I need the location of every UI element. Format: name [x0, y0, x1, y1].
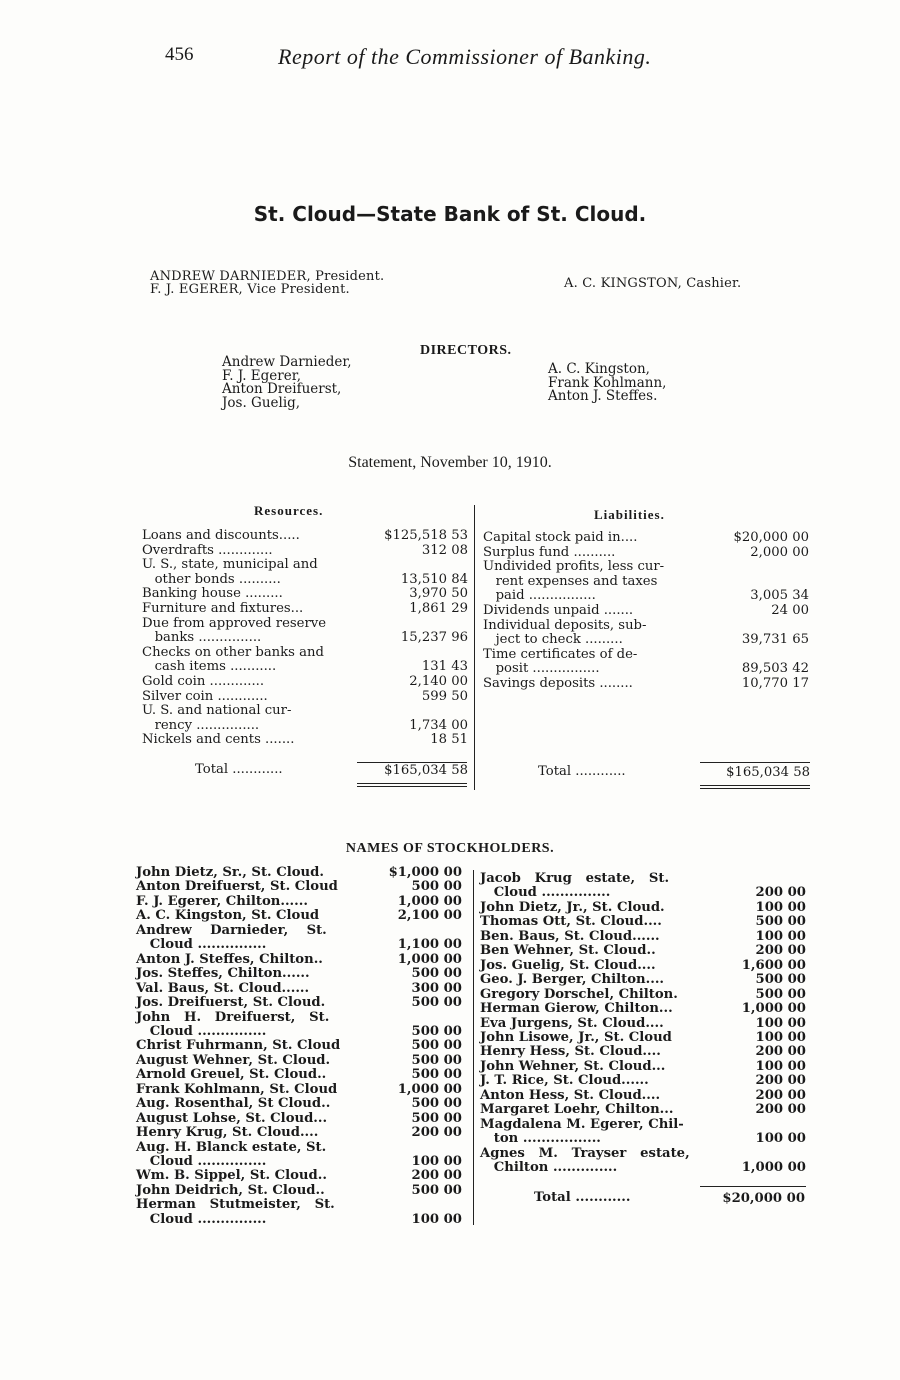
row-label: rent expenses and taxes — [483, 573, 658, 589]
row-label: Aug. H. Blanck estate, St. — [136, 1139, 327, 1155]
stockholders-total-label: Total ............ — [534, 1190, 631, 1205]
row-amount: 3,970 50 — [409, 586, 468, 602]
row-amount: 500 00 — [411, 1052, 462, 1068]
row-label: Anton Dreifuerst, St. Cloud — [136, 879, 338, 895]
directors-left — [222, 356, 352, 410]
row-label: Agnes M. Trayser estate, — [480, 1145, 690, 1161]
row-label: Jos. Dreifuerst, St. Cloud. — [136, 995, 326, 1011]
row-amount: 200 00 — [755, 943, 806, 959]
row-label: Time certificates of de- — [483, 646, 638, 662]
row-amount: 500 00 — [411, 995, 462, 1011]
liabilities-total-amount: $165,034 58 — [726, 765, 810, 780]
row-label: Furniture and fixtures... — [142, 601, 304, 616]
row-amount: 2,000 00 — [750, 544, 809, 560]
row-label: Overdrafts ............. — [142, 542, 273, 558]
row-label: Andrew Darnieder, St. — [136, 922, 327, 938]
row-label: Silver coin ............ — [142, 688, 268, 704]
resources-total-label: Total ............ — [195, 762, 283, 777]
row-label: Gregory Dorschel, Chilton. — [480, 986, 678, 1002]
resources-double-rule — [357, 786, 467, 787]
row-amount: 599 50 — [421, 688, 468, 704]
row-amount: 1,000 00 — [397, 1081, 462, 1097]
row-amount: 100 00 — [411, 1211, 462, 1227]
row-label: Cloud ............... — [136, 1154, 267, 1169]
row-amount: 18 51 — [430, 732, 468, 748]
row-label: posit ................ — [483, 661, 600, 677]
row-amount: 24 00 — [771, 603, 809, 618]
row-label: Due from approved reserve — [142, 615, 327, 631]
director-name: A. C. Kingston, — [548, 361, 650, 377]
row-label: Surplus fund .......... — [483, 544, 616, 560]
row-label: John H. Dreifuerst, St. — [136, 1009, 330, 1025]
row-label: Ben Wehner, St. Cloud.. — [480, 943, 656, 959]
row-label: Herman Stutmeister, St. — [136, 1197, 335, 1213]
row-amount: 200 00 — [755, 1087, 806, 1103]
row-amount: 1,000 00 — [397, 951, 462, 967]
row-label: John Lisowe, Jr., St. Cloud — [480, 1029, 672, 1045]
row-label: Cloud ............... — [136, 937, 267, 953]
row-amount: 1,000 00 — [741, 1001, 806, 1017]
row-label: Frank Kohlmann, St. Cloud — [136, 1081, 338, 1097]
row-label: Savings deposits ........ — [483, 676, 633, 691]
running-title: Report of the Commissioner of Banking. — [278, 44, 652, 69]
row-amount: 39,731 65 — [741, 632, 809, 648]
row-label: Anton Hess, St. Cloud.... — [480, 1087, 661, 1103]
row-label: Henry Krug, St. Cloud.... — [136, 1125, 319, 1141]
director-name: Frank Kohlmann, — [548, 374, 667, 391]
director-name: Andrew Darnieder, — [222, 354, 352, 370]
row-label: Cloud ............... — [136, 1023, 267, 1039]
row-label: August Lohse, St. Cloud... — [136, 1110, 328, 1126]
row-label: Undivided profits, less cur- — [483, 559, 665, 575]
row-label: Val. Baus, St. Cloud...... — [136, 980, 310, 996]
row-label: Gold coin ............. — [142, 674, 265, 689]
row-amount: 500 00 — [411, 1182, 462, 1198]
row-amount: 312 08 — [421, 542, 468, 558]
liabilities-total-rule — [700, 762, 810, 763]
row-amount: 300 00 — [411, 980, 462, 996]
row-amount: 100 00 — [755, 899, 806, 915]
row-label: John Dietz, Jr., St. Cloud. — [480, 899, 665, 915]
row-label: cash items ........... — [142, 659, 277, 675]
row-amount: 1,600 00 — [741, 957, 806, 973]
statement-date: Statement, November 10, 1910. — [348, 454, 552, 471]
row-label: banks ............... — [142, 630, 262, 646]
row-amount: 15,237 96 — [400, 630, 468, 646]
row-label: Henry Hess, St. Cloud.... — [480, 1044, 661, 1060]
row-label: John Wehner, St. Cloud... — [480, 1058, 666, 1074]
row-amount: 131 43 — [421, 659, 468, 675]
officer-vice-president: F. J. EGERER, Vice President. — [150, 282, 350, 297]
row-amount: 500 00 — [411, 1038, 462, 1054]
row-label: Jos. Steffes, Chilton...... — [136, 966, 310, 982]
row-amount: 200 00 — [755, 1102, 806, 1118]
row-label: other bonds .......... — [142, 571, 281, 587]
stockholders-total-rule — [700, 1186, 806, 1187]
row-amount: 500 00 — [755, 914, 806, 930]
row-label: Cloud ............... — [136, 1211, 267, 1227]
row-label: Anton J. Steffes, Chilton.. — [136, 951, 323, 967]
stockholders-heading: NAMES OF STOCKHOLDERS. — [345, 841, 555, 856]
row-label: Capital stock paid in.... — [483, 530, 638, 545]
page-number: 456 — [165, 44, 194, 65]
column-divider — [474, 505, 475, 790]
row-label: Geo. J. Berger, Chilton.... — [480, 972, 665, 988]
row-label: Herman Gierow, Chilton... — [480, 1001, 673, 1017]
row-amount: $20,000 00 — [733, 530, 809, 545]
liabilities-total-label: Total ............ — [538, 764, 626, 779]
directors-heading: DIRECTORS. — [420, 343, 512, 358]
row-label: Individual deposits, sub- — [483, 617, 647, 633]
row-amount: 500 00 — [411, 1110, 462, 1126]
officers-left — [150, 270, 384, 296]
row-label: John Deidrich, St. Cloud.. — [136, 1182, 325, 1198]
row-label: Jos. Guelig, St. Cloud.... — [480, 957, 656, 973]
row-amount: 1,000 00 — [741, 1160, 806, 1175]
row-label: Banking house ......... — [142, 586, 283, 602]
row-amount: 200 00 — [755, 1044, 806, 1060]
row-label: Dividends unpaid ....... — [483, 603, 634, 618]
row-label: rency ............... — [142, 717, 260, 733]
row-amount: 100 00 — [755, 1058, 806, 1074]
liabilities-double-rule — [700, 785, 810, 786]
row-amount: $1,000 00 — [388, 865, 462, 880]
row-amount: 100 00 — [411, 1154, 462, 1169]
row-label: John Dietz, Sr., St. Cloud. — [136, 865, 324, 880]
resources-heading: Resources. — [254, 503, 324, 518]
row-amount: $125,518 53 — [384, 528, 468, 543]
row-amount: 500 00 — [411, 1067, 462, 1083]
row-amount: 2,140 00 — [409, 674, 468, 689]
resources-double-rule — [357, 783, 467, 784]
bank-title: St. Cloud—State Bank of St. Cloud. — [253, 202, 647, 226]
row-amount: 100 00 — [755, 1029, 806, 1045]
row-label: Chilton .............. — [480, 1160, 618, 1175]
liabilities-double-rule — [700, 788, 810, 789]
row-amount: 500 00 — [411, 1096, 462, 1112]
row-label: Wm. B. Sippel, St. Cloud.. — [136, 1168, 327, 1184]
row-amount: 200 00 — [411, 1125, 462, 1141]
row-label: Margaret Loehr, Chilton... — [480, 1102, 674, 1118]
row-label: Ben. Baus, St. Cloud...... — [480, 928, 660, 944]
stockholders-total-amount: $20,000 00 — [722, 1191, 805, 1206]
row-label: Aug. Rosenthal, St Cloud.. — [136, 1096, 331, 1112]
row-amount: 500 00 — [411, 1023, 462, 1039]
row-amount: 200 00 — [411, 1168, 462, 1184]
row-label: Eva Jurgens, St. Cloud.... — [480, 1015, 664, 1031]
directors-right — [548, 363, 666, 404]
stockholders-divider — [473, 870, 474, 1225]
row-label: Loans and discounts..... — [142, 528, 300, 543]
row-label: A. C. Kingston, St. Cloud — [136, 908, 320, 924]
row-label: J. T. Rice, St. Cloud...... — [480, 1073, 649, 1089]
officer-president: ANDREW DARNIEDER, President. — [150, 269, 385, 284]
row-label: Nickels and cents ....... — [142, 732, 295, 748]
row-amount: 10,770 17 — [741, 676, 809, 691]
row-label: Magdalena M. Egerer, Chil- — [480, 1116, 684, 1132]
row-label: paid ................ — [483, 588, 596, 604]
row-amount: 500 00 — [755, 986, 806, 1002]
row-amount: 500 00 — [411, 879, 462, 895]
liabilities-heading: Liabilities. — [594, 507, 665, 522]
row-amount: 1,100 00 — [397, 937, 462, 953]
row-amount: 3,005 34 — [750, 588, 809, 604]
director-name: F. J. Egerer, — [222, 367, 301, 384]
row-amount: 100 00 — [755, 1131, 806, 1147]
row-label: Arnold Greuel, St. Cloud.. — [136, 1067, 327, 1083]
row-label: Christ Fuhrmann, St. Cloud — [136, 1038, 341, 1054]
director-name: Anton Dreifuerst, — [222, 381, 342, 398]
row-amount: 13,510 84 — [400, 571, 468, 587]
row-label: F. J. Egerer, Chilton...... — [136, 893, 308, 909]
row-label: ject to check ......... — [483, 632, 623, 648]
row-amount: 100 00 — [755, 928, 806, 944]
row-label: U. S. and national cur- — [142, 703, 292, 719]
director-name: Jos. Guelig, — [222, 394, 301, 411]
row-amount: 500 00 — [755, 972, 806, 988]
row-label: Checks on other banks and — [142, 644, 324, 660]
row-amount: 1,861 29 — [409, 601, 468, 616]
row-label: Thomas Ott, St. Cloud.... — [480, 914, 662, 930]
resources-total-amount: $165,034 58 — [384, 763, 468, 778]
row-amount: 2,100 00 — [397, 908, 462, 924]
row-amount: 1,734 00 — [409, 717, 468, 733]
row-label: Cloud ............... — [480, 885, 611, 901]
director-name: Anton J. Steffes. — [548, 388, 658, 405]
row-amount: 89,503 42 — [741, 661, 809, 677]
row-amount: 100 00 — [755, 1015, 806, 1031]
row-label: U. S., state, municipal and — [142, 557, 318, 573]
row-amount: 500 00 — [411, 966, 462, 982]
row-label: August Wehner, St. Cloud. — [136, 1052, 331, 1068]
row-amount: 1,000 00 — [397, 893, 462, 909]
row-label: ton ................. — [480, 1131, 601, 1147]
row-label: Jacob Krug estate, St. — [480, 871, 670, 886]
row-amount: 200 00 — [755, 885, 806, 901]
officer-cashier: A. C. KINGSTON, Cashier. — [564, 276, 742, 291]
row-amount: 200 00 — [755, 1073, 806, 1089]
